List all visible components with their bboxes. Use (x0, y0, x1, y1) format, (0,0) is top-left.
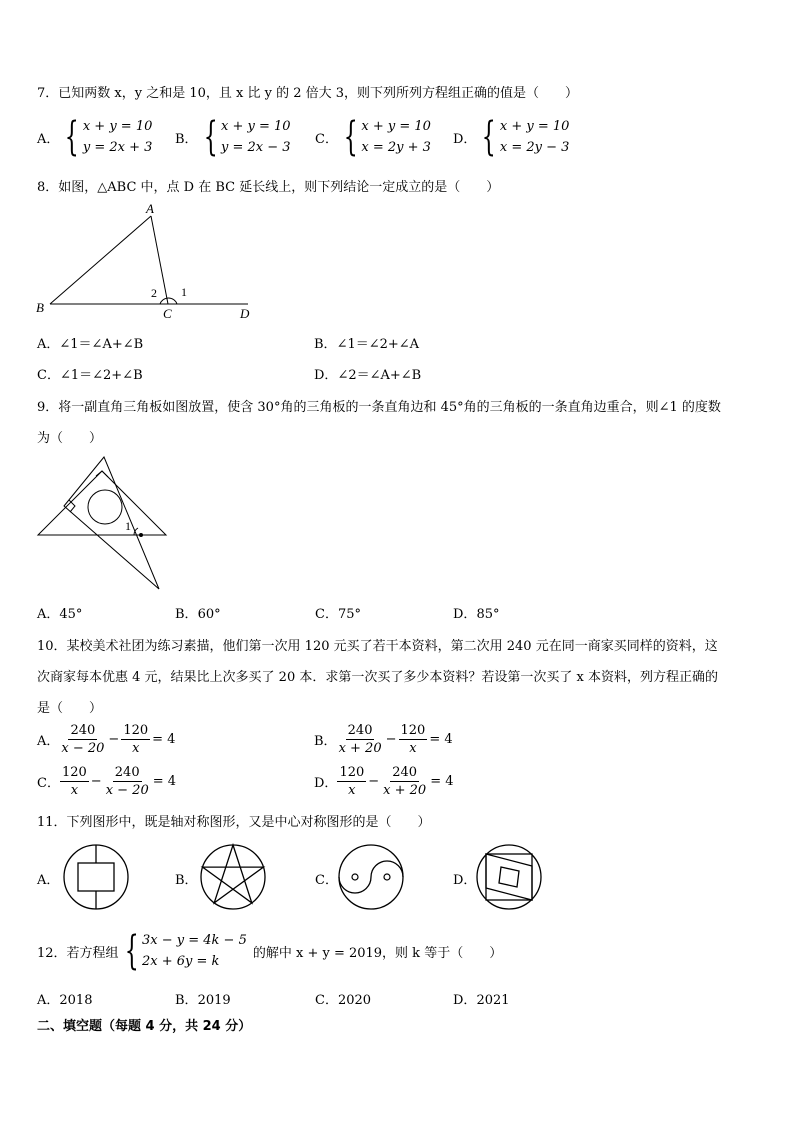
q10-stem-line2: 次商家每本优惠 4 元，结果比上次多买了 20 本．求第一次买了多少本资料？若设第一次买了 x 本资料，列方程正确的 (37, 670, 718, 685)
q12-stem: 12．若方程组 { 3x − y = 4k − 5 2x + 6y = k 的解中 x + y = 2019，则 k 等于（ ） (37, 928, 503, 974)
q9-stem-line1: 9．将一副直角三角板如图放置，使含 30°角的三角板的一条直角边和 45°角的三角板的一条直角边重合，则∠1 的度数 (37, 400, 721, 415)
q7-option-d[interactable]: D． { x + y = 10 x = 2y − 3 (453, 114, 570, 160)
q7-option-a[interactable]: A． { x + y = 10 y = 2x + 3 (37, 114, 153, 160)
q11-option-d-label: D． (453, 873, 477, 888)
q10-stem-line3: 是（ ） (37, 701, 103, 716)
option-label: D． (453, 131, 477, 147)
q12-stem-suffix: 的解中 x + y = 2019，则 k 等于（ ） (252, 945, 503, 961)
right-angle-mark (96, 471, 108, 477)
equation: x = 2y + 3 (361, 140, 431, 155)
outer-square (486, 854, 532, 900)
fraction: $\frac{120}{x}$ (339, 765, 365, 798)
q8-option-b[interactable]: B．∠1＝∠2+∠A (314, 337, 420, 352)
equation: 3x − y = 4k − 5 (142, 933, 247, 948)
q8-option-c[interactable]: C．∠1＝∠2+∠B (37, 368, 143, 383)
q9-option-b[interactable]: B．60° (175, 607, 221, 622)
right-angle-mark (69, 500, 75, 512)
q10-option-d[interactable]: D． $\frac{120}{x}$ − $\frac{240}{x + 20}$ = 4 (314, 765, 454, 798)
q12-stem-prefix: 12．若方程组 (37, 945, 119, 961)
q12-option-a[interactable]: A．2018 (37, 993, 93, 1008)
q12-option-c[interactable]: C．2020 (315, 993, 372, 1008)
q7-option-c[interactable]: C． { x + y = 10 x = 2y + 3 (315, 114, 431, 160)
q11-stem: 11．下列图形中，既是轴对称图形，又是中心对称图形的是（ ） (37, 815, 431, 830)
label-angle-1: 1 (125, 519, 131, 533)
angle-arc (160, 298, 177, 304)
q8-triangle-figure (30, 198, 260, 322)
square-shape (78, 863, 114, 891)
equation: x + y = 10 (82, 119, 153, 134)
q11-option-b-figure[interactable] (199, 843, 267, 911)
q10-stem-line1: 10．某校美术社团为练习素描，他们第一次用 120 元买了若干本资料，第二次用 240 元在同一商家买同样的资料，这 (37, 639, 718, 654)
label-d: D (240, 306, 250, 321)
q7-stem: 7．已知两数 x，y 之和是 10，且 x 比 y 的 2 倍大 3，则下列所列方程组正确的值是（ ） (37, 86, 579, 101)
label-c: C (163, 306, 172, 321)
q11-option-c-figure[interactable] (337, 843, 405, 911)
fraction: $\frac{240}{x - 20}$ (61, 723, 105, 756)
yin-yang-curve (339, 861, 403, 893)
label-a: A (146, 201, 154, 216)
q9-option-d[interactable]: D．85° (453, 607, 500, 622)
equation: 2x + 6y = k (142, 954, 220, 969)
vertex-dot (139, 533, 143, 537)
fraction: $\frac{120}{x}$ (61, 765, 87, 798)
q7-option-b[interactable]: B． { x + y = 10 y = 2x − 3 (175, 114, 291, 160)
option-label: A． (37, 131, 60, 147)
fraction: $\frac{240}{x - 20}$ (105, 765, 149, 798)
circle-shape (201, 845, 265, 909)
q9-stem-line2: 为（ ） (37, 431, 103, 446)
q10-option-b[interactable]: B． $\frac{240}{x + 20}$ − $\frac{120}{x}$ = 4 (314, 723, 453, 756)
option-label: B． (175, 131, 198, 147)
equation: x + y = 10 (499, 119, 570, 134)
line-ba (50, 216, 151, 304)
equation: y = 2x − 3 (221, 140, 291, 155)
fraction: $\frac{120}{x}$ (400, 723, 426, 756)
label-angle-1: 1 (181, 285, 187, 299)
dot-shape (384, 874, 390, 880)
q8-option-a[interactable]: A．∠1＝∠A+∠B (37, 337, 144, 352)
q9-option-a[interactable]: A．45° (37, 607, 83, 622)
q8-option-d[interactable]: D．∠2＝∠A+∠B (314, 368, 422, 383)
equation: x + y = 10 (361, 119, 431, 134)
equation: x + y = 10 (221, 119, 291, 134)
q11-option-b-label: B． (175, 873, 198, 888)
fraction: $\frac{240}{x + 20}$ (383, 765, 427, 798)
label-b: B (36, 300, 44, 315)
q10-option-c[interactable]: C． $\frac{120}{x}$ − $\frac{240}{x - 20}$ = 4 (37, 765, 177, 798)
pinwheel-lines (486, 854, 532, 900)
q9-option-c[interactable]: C．75° (315, 607, 361, 622)
inner-square (499, 867, 519, 887)
label-angle-2: 2 (151, 286, 157, 300)
q12-option-d[interactable]: D．2021 (453, 993, 510, 1008)
q11-option-d-figure[interactable] (475, 843, 543, 911)
q8-stem: 8．如图，△ABC 中，点 D 在 BC 延长线上，则下列结论一定成立的是（ ） (37, 180, 500, 195)
equation: x = 2y − 3 (499, 140, 570, 155)
q9-set-squares-figure (34, 452, 174, 592)
fraction: $\frac{120}{x}$ (123, 723, 149, 756)
triangle-45 (38, 471, 166, 535)
q11-option-a-figure[interactable] (62, 843, 130, 911)
option-label: C． (315, 131, 338, 147)
dot-shape (352, 874, 358, 880)
fraction: $\frac{240}{x + 20}$ (338, 723, 382, 756)
q11-option-c-label: C． (315, 873, 338, 888)
section-heading: 二、填空题（每题 4 分，共 24 分） (37, 1019, 252, 1034)
q10-option-a[interactable]: A． $\frac{240}{x - 20}$ − $\frac{120}{x}$ = 4 (37, 723, 176, 756)
equation: y = 2x + 3 (82, 140, 153, 155)
q11-option-a-label: A． (37, 873, 60, 888)
q12-option-b[interactable]: B．2019 (175, 993, 231, 1008)
hole-circle (88, 490, 122, 524)
